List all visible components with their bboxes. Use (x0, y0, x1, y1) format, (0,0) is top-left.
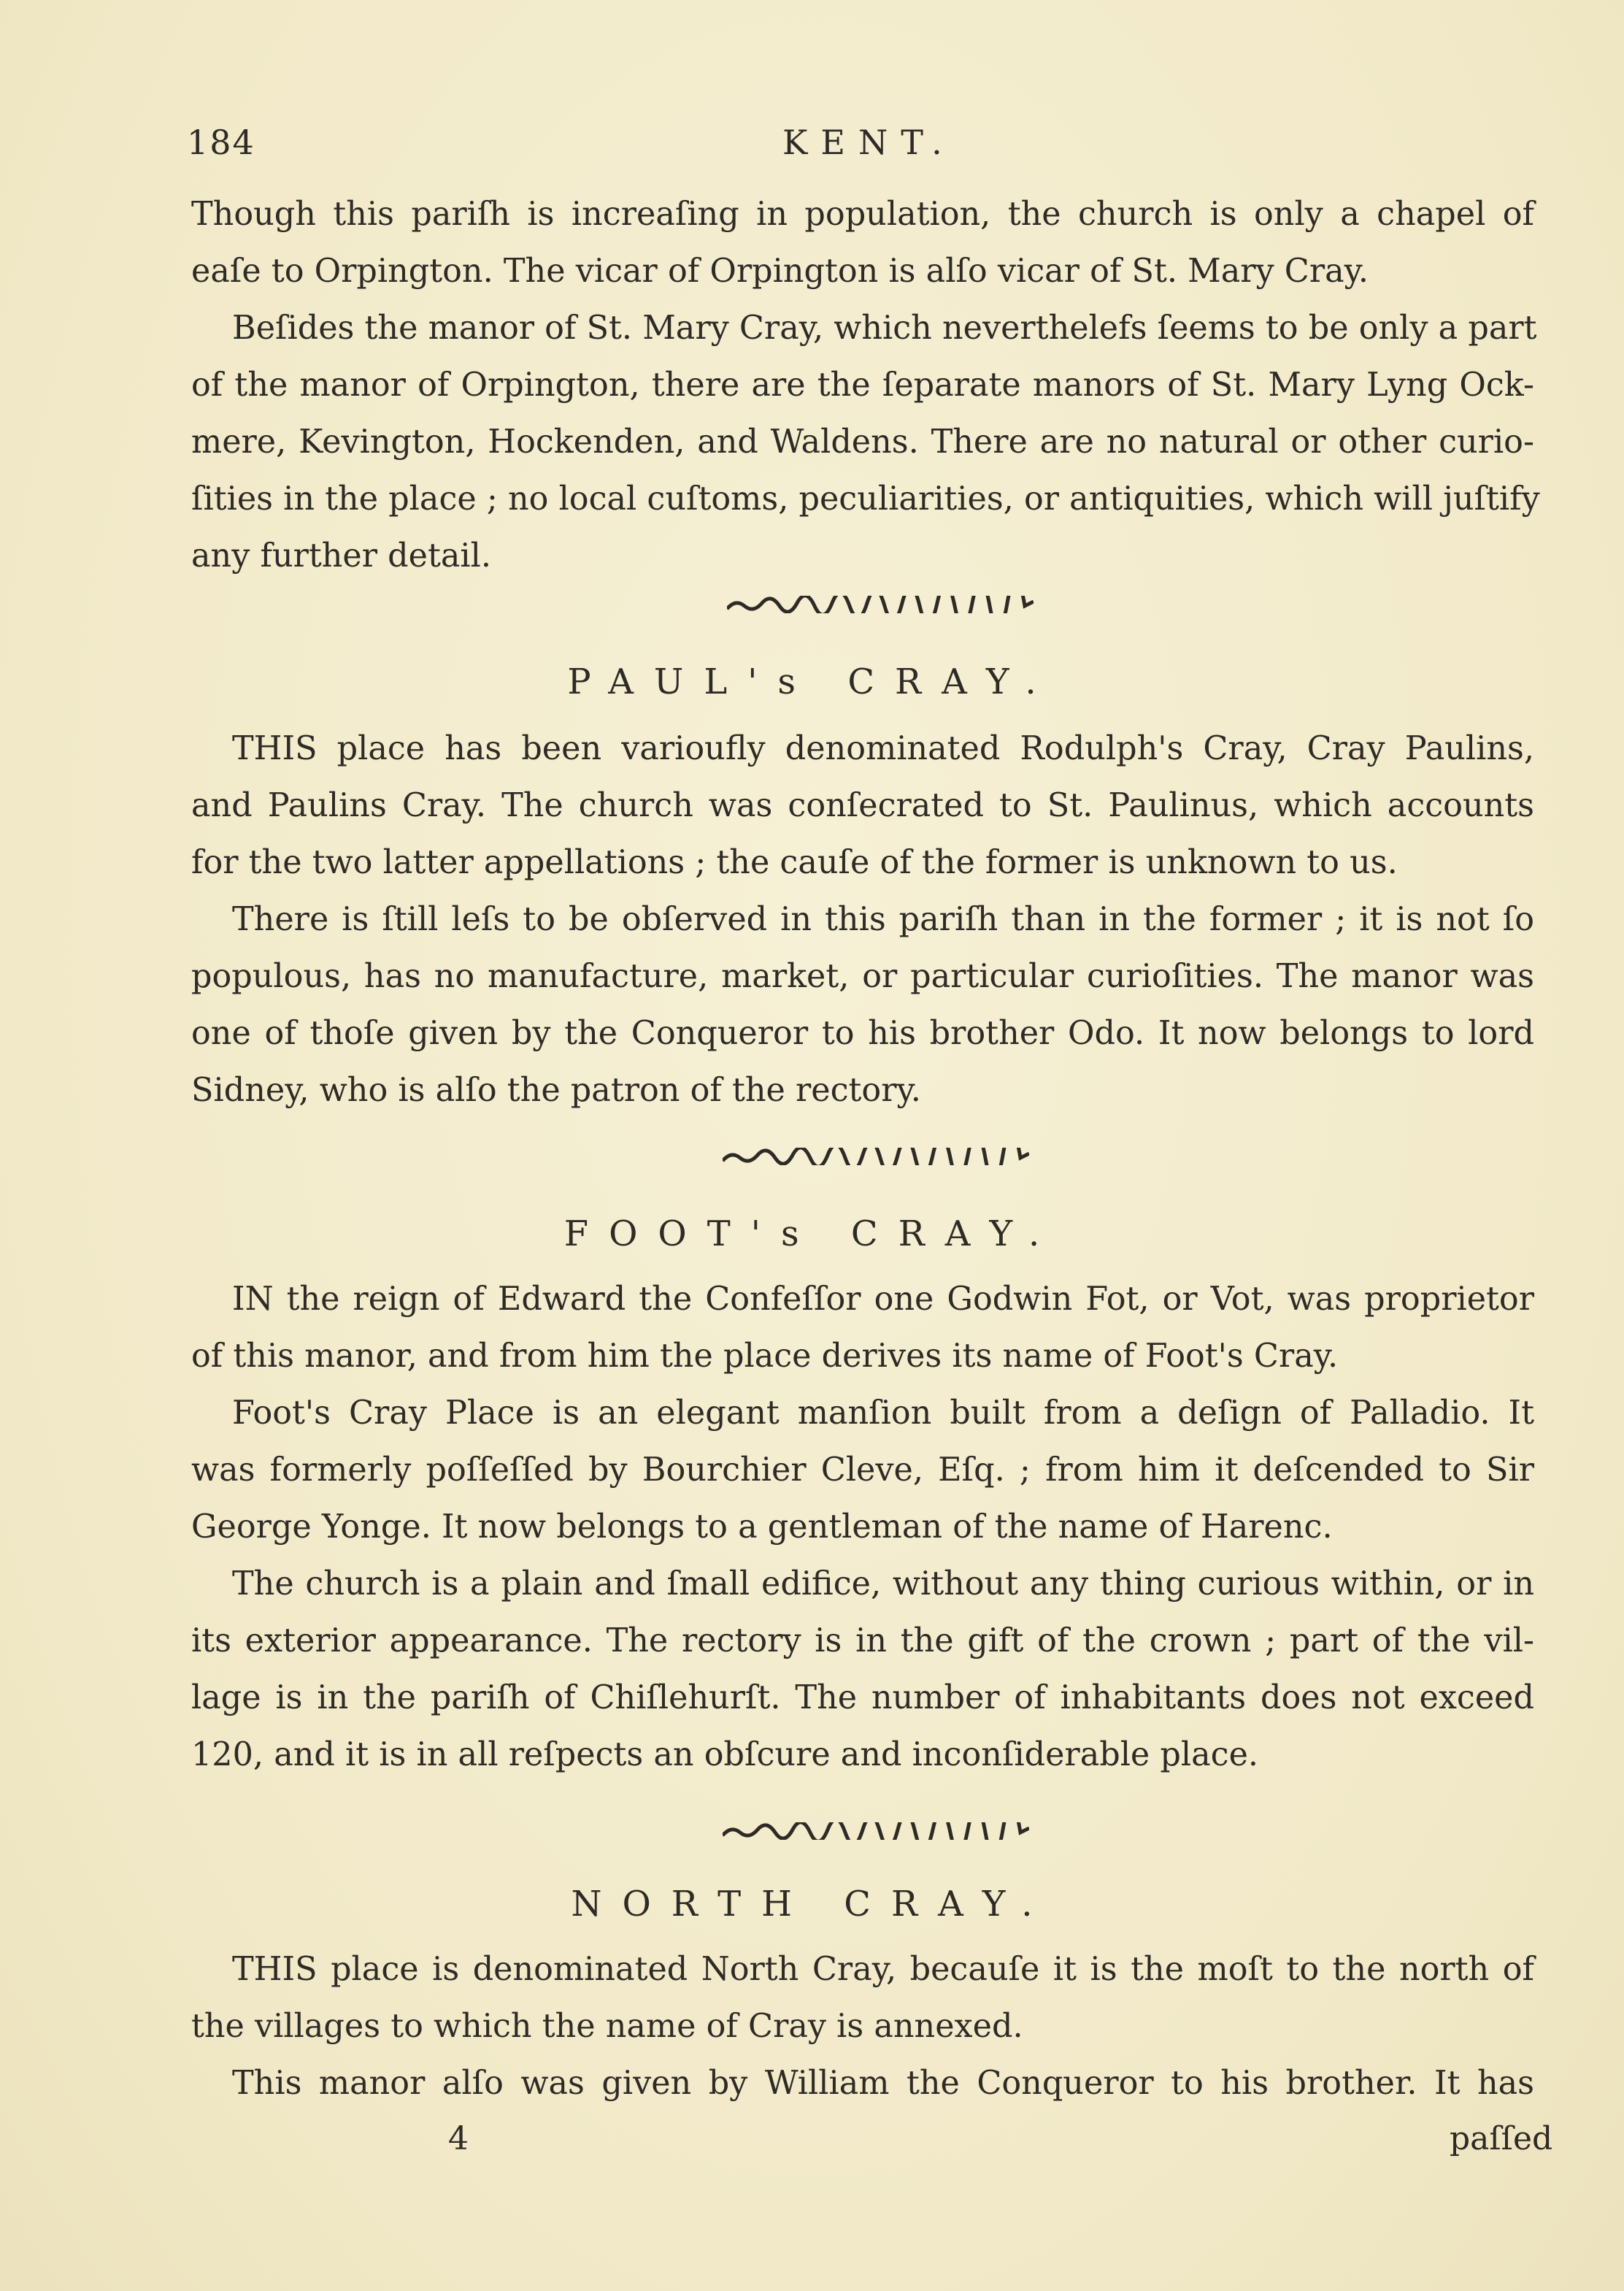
text-line: mere, Kevington, Hockenden, and Waldens. There are no natural or other curio- (191, 423, 1534, 461)
section-title: NORTH CRAY. (571, 1884, 1053, 1924)
text-line: of the manor of Orpington, there are the ſeparate manors of St. Mary Lyng Ock- (191, 367, 1534, 404)
text-line: Though this pariſh is increaſing in population, the church is only a chapel of (191, 196, 1534, 233)
page-number: 184 (187, 123, 255, 162)
running-head (0, 123, 1624, 166)
text-line: 120, and it is in all reſpects an obſcure and inconſiderable place. (191, 1736, 1259, 1773)
text-line: of this manor, and from him the place derives its name of Foot's Cray. (191, 1338, 1339, 1375)
text-line: its exterior appearance. The rectory is in the gift of the crown ; part of the vil- (191, 1622, 1534, 1659)
text-line: IN the reign of Edward the Confeſſor one Godwin Fot, or Vot, was proprietor (232, 1281, 1534, 1318)
text-line: any further detail. (191, 537, 492, 575)
signature-mark: 4 (448, 2120, 469, 2157)
text-line: eaſe to Orpington. The vicar of Orpington is alſo vicar of St. Mary Cray. (191, 253, 1369, 290)
section-ornament (723, 1148, 1029, 1165)
text-line: The church is a plain and ſmall edifice, without any thing curious within, or in (232, 1565, 1534, 1603)
text-line: ſities in the place ; no local cuſtoms, peculiarities, or antiquities, which will juſtify (191, 480, 1540, 518)
text-line: Sidney, who is alſo the patron of the rectory. (191, 1072, 921, 1109)
text-line: the villages to which the name of Cray is annexed. (191, 2008, 1023, 2045)
running-title: KENT. (782, 123, 955, 162)
text-line: for the two latter appellations ; the cauſe of the former is unknown to us. (191, 844, 1398, 881)
catchword: paſſed (1450, 2120, 1553, 2157)
text-line: Foot's Cray Place is an elegant manſion built from a deſign of Palladio. It (232, 1394, 1534, 1432)
section-ornament (723, 1822, 1029, 1840)
text-line: THIS place has been varioufly denominated Rodulph's Cray, Cray Paulins, (232, 730, 1534, 767)
text-line: populous, has no manufacture, market, or particular curioſities. The manor was (191, 958, 1534, 995)
text-line: lage is in the pariſh of Chiſlehurſt. The number of inhabitants does not exceed (191, 1679, 1534, 1716)
text-line: THIS place is denominated North Cray, becauſe it is the moſt to the north of (232, 1951, 1534, 1988)
text-line: George Yonge. It now belongs to a gentleman of the name of Harenc. (191, 1508, 1333, 1546)
section-ornament (727, 596, 1034, 613)
text-line: This manor alſo was given by William the Conqueror to his brother. It has (232, 2065, 1534, 2102)
text-line: and Paulins Cray. The church was conſecrated to St. Paulinus, which accounts (191, 787, 1534, 824)
text-line: There is ſtill leſs to be obſerved in this pariſh than in the former ; it is not ſo (232, 901, 1534, 938)
text-line: one of thoſe given by the Conqueror to his brother Odo. It now belongs to lord (191, 1015, 1534, 1052)
text-line: Beſides the manor of St. Mary Cray, which neverthelefs ſeems to be only a part (232, 310, 1537, 347)
section-title: PAUL's CRAY. (567, 661, 1057, 702)
text-line: was formerly poſſeſſed by Bourchier Cleve, Eſq. ; from him it deſcended to Sir (191, 1451, 1534, 1489)
section-title: FOOT's CRAY. (563, 1213, 1061, 1254)
